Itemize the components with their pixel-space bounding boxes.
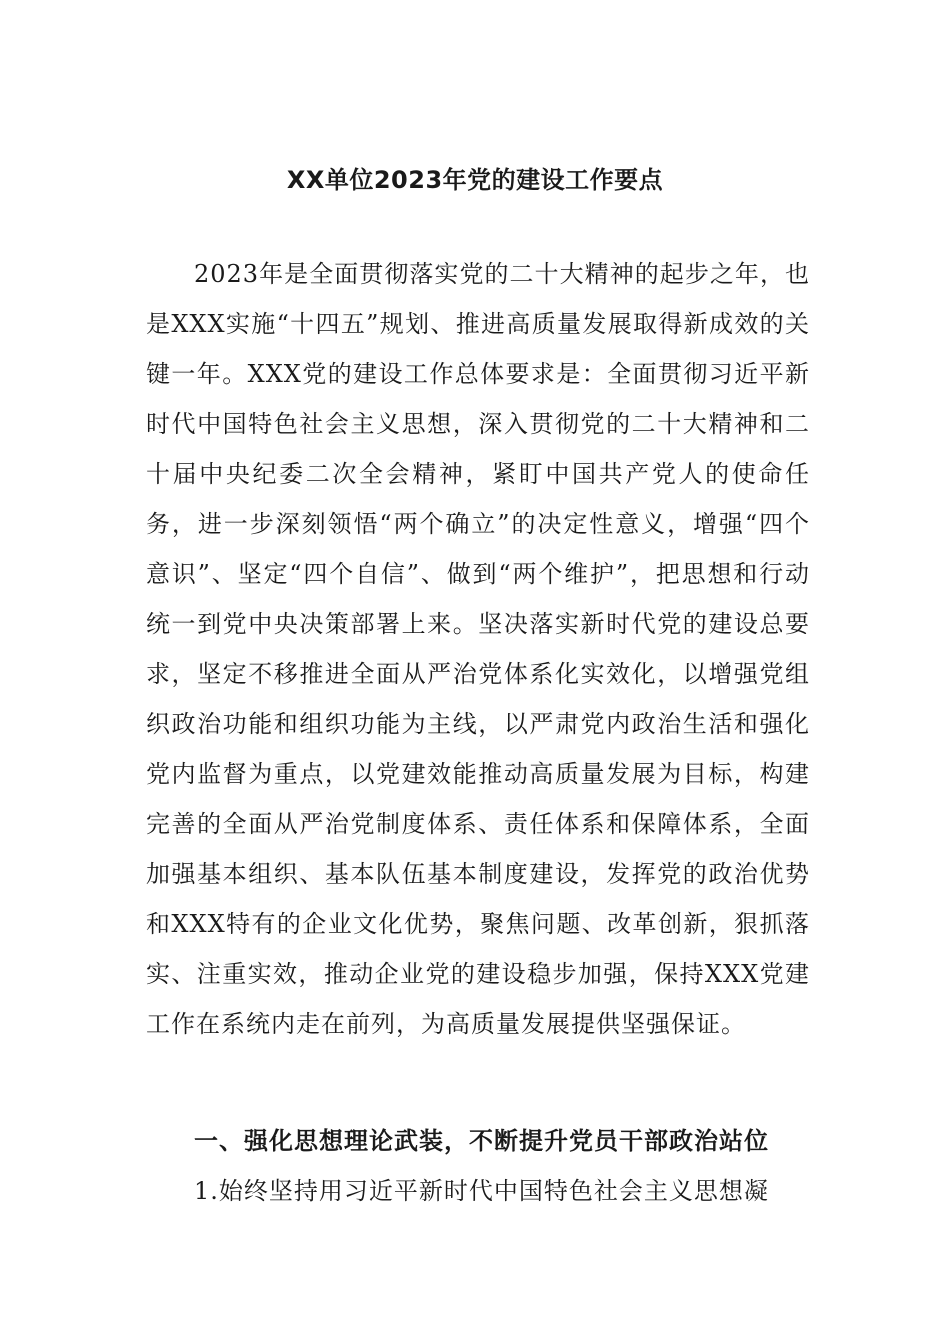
intro-paragraph: 2023年是全面贯彻落实党的二十大精神的起步之年，也是XXX实施“十四五”规划、推进高质量发展取得新成效的关键一年。XXX党的建设工作总体要求是：全面贯彻习近平新时代中国特色社会主义思想，深入贯彻党的二十大精神和二十届中央纪委二次全会精神，紧盯中国共产党人的使命任务，进一步深刻领悟“两个确立”的决定性意义，增强“四个意识”、坚定“四个自信”、做到“两个维护”，把思想和行动统一到党中央决策部署上来。坚决落实新时代党的建设总要求，坚定不移推进全面从严治党体系化实效化，以增强党组织政治功能和组织功能为主线，以严肃党内政治生活和强化党内监督为重点，以党建效能推动高质量发展为目标，构建完善的全面从严治党制度体系、责任体系和保障体系，全面加强基本组织、基本队伍基本制度建设，发挥党的政治优势和XXX特有的企业文化优势，聚焦问题、改革创新，狠抓落实、注重实效，推动企业党的建设稳步加强，保持XXX党建工作在系统内走在前列，为高质量发展提供坚强保证。 [146, 260, 810, 1038]
list-item: 1.始终坚持用习近平新时代中国特色社会主义思想凝 [194, 1177, 769, 1205]
section-heading: 一、强化思想理论武装，不断提升党员干部政治站位 [194, 1127, 769, 1155]
document-title: XX单位2023年党的建设工作要点 [286, 166, 664, 194]
